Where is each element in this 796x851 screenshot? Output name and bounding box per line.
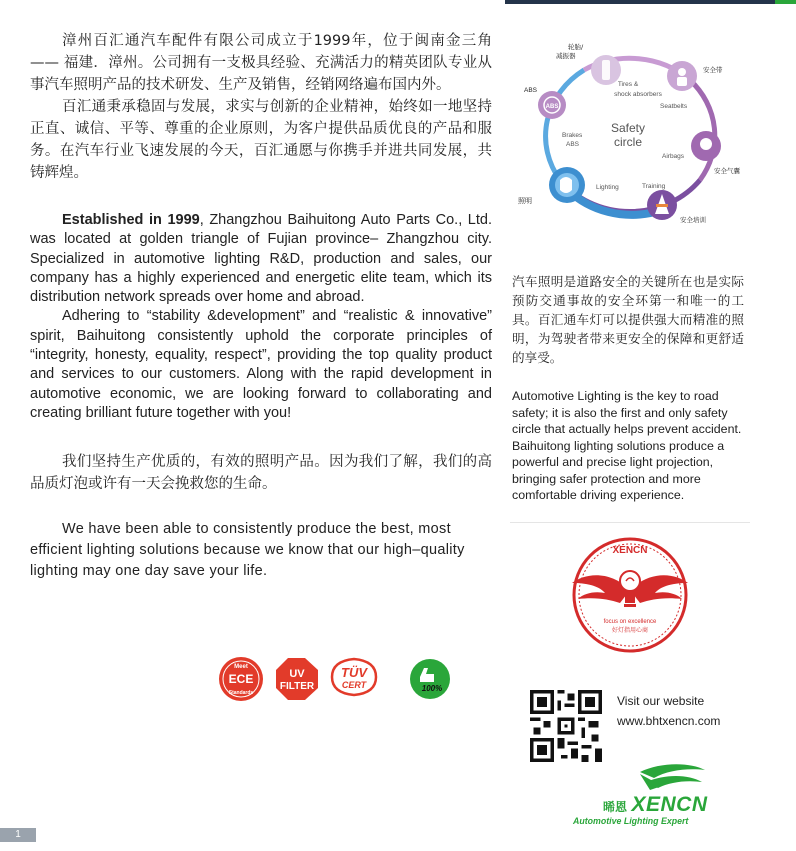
top-bar-green — [775, 0, 796, 4]
airbags-zh-label: 安全气囊 — [714, 167, 740, 175]
zh-values-paragraph: 百汇通秉承稳固与发展，求实与创新的企业精神，始终如一地坚持正直、诚信、平等、尊重的企业原则，为客户提供品质优良的产品和服务。在汽车行业飞速发展的今天，百汇通愿与你携手并进共同发展，共铸辉煌。 — [30, 99, 492, 181]
lighting-zh-label: 照明 — [518, 197, 532, 205]
left-column — [30, 30, 492, 582]
brand-block — [603, 793, 707, 817]
right-divider — [510, 522, 750, 523]
tires-en-label-1: Tires & — [617, 81, 639, 88]
tires-zh-label-2: 减振器 — [556, 52, 576, 60]
ring-right-segment — [690, 80, 715, 180]
certification-badges — [210, 655, 460, 705]
hundred-percent-text: 100% — [421, 684, 443, 693]
training-en-label: Training — [642, 183, 666, 190]
ece-badge — [219, 657, 263, 701]
ece-top-text: Meet — [234, 664, 248, 670]
brakes-en-label-1: Brakes — [562, 132, 583, 139]
center-label-1: Safety — [610, 121, 646, 135]
abs-zh-label: ABS — [524, 87, 538, 94]
en-quality-paragraph: We have been able to consistently produce the best, most efficient lighting solutions because we know that our high–quality lighting may one day save your life. — [30, 521, 465, 580]
ece-main-text: ECE — [228, 672, 254, 686]
safety-circle-diagram — [510, 40, 750, 230]
brand-tagline: Automotive Lighting Expert — [573, 816, 689, 826]
logo-name-text: XENCN — [612, 545, 648, 556]
website-url[interactable]: www.bhtxencn.com — [617, 714, 721, 728]
en-intro-paragraph — [30, 211, 492, 307]
en-intro-strong: Established in 1999 — [62, 212, 200, 228]
ece-bottom-text: Standards — [228, 690, 254, 696]
en-values-paragraph: Adhering to “stability &development” and “realistic & innovative” spirit, Baihuitong consistently uphold the corporate principles of “integrity, honesty, equality, respect”, providing the top quality product and services to our customers. Along with the rapid development in automotive economic, we are looking forward to collaborating and creating brilliant future together with you! — [30, 308, 492, 421]
zh-quality-paragraph: 我们坚持生产优质的，有效的照明产品。因为我们了解，我们的高品质灯泡或许有一天会挽救您的生命。 — [30, 454, 492, 493]
seatbelt-zh-label: 安全带 — [703, 66, 723, 74]
tuv-cert-badge — [332, 659, 376, 695]
tuv-text: TÜV — [341, 665, 367, 680]
brand-cn: 晞恩 — [603, 800, 628, 814]
abs-icon-text: ABS — [545, 104, 559, 110]
ring-left-segment — [546, 70, 584, 180]
uv-filter-badge — [276, 658, 318, 700]
logo-tagline-zh-text: 好灯指用心商 — [611, 627, 649, 634]
tires-en-label-2: shock absorbers — [614, 91, 662, 98]
visit-label: Visit our website — [617, 694, 705, 708]
right-zh-paragraph: 汽车照明是道路安全的关键所在也是实际预防交通事故的安全环第一和唯一的工具。百汇通车灯可以提供强大而精准的照明，为驾驶者带来更安全的保障和更舒适的享受。 — [512, 274, 744, 365]
bulb-icon — [620, 571, 640, 591]
seatbelt-en-label: Seatbelts — [660, 103, 688, 110]
filter-text: FILTER — [279, 681, 315, 692]
airbags-en-label: Airbags — [662, 153, 685, 160]
brand-name: XENCN — [631, 793, 708, 816]
website-block — [617, 691, 720, 731]
tires-zh-label-1: 轮胎/ — [568, 43, 584, 51]
en-intro-rest: , Zhangzhou Baihuitong Auto Parts Co., Ltd. was located at golden triangle of Fujian province– Zhangzhou city. Specialized in automotive lighting R&D, production and sales, our company has a highly experienced and energetic elite team, which its distribution network spreads over home and abroad. — [30, 212, 492, 306]
uv-text: UV — [289, 668, 305, 680]
xencn-emblem-logo — [550, 535, 710, 655]
lighting-en-label: Lighting — [596, 184, 619, 191]
zh-intro-paragraph: 漳州百汇通汽车配件有限公司成立于1999年，位于闽南金三角 —— 福建．漳州。公司拥有一支极具经验、充满活力的精英团队专业从事汽车照明产品的技术研发、生产及销售，经销网络遍布国内外。 — [30, 33, 492, 93]
right-en-paragraph: Automotive Lighting is the key to road safety; it is also the first and only safety circle that actually helps prevent accident. Baihuitong lighting solutions produce a powerful and precise light projection, bringing safer protection and more comfortable driving experience. — [512, 389, 742, 502]
qr-code[interactable] — [530, 690, 602, 762]
training-zh-label: 安全培训 — [680, 216, 706, 224]
logo-tagline-text: focus on excellence — [603, 619, 657, 625]
top-bar-dark — [505, 0, 796, 4]
brakes-en-label-2: ABS — [566, 141, 580, 148]
center-label-2: circle — [613, 135, 643, 149]
hundred-percent-badge — [410, 659, 450, 699]
page-number: 1 — [0, 828, 36, 842]
cert-text: CERT — [341, 680, 367, 690]
